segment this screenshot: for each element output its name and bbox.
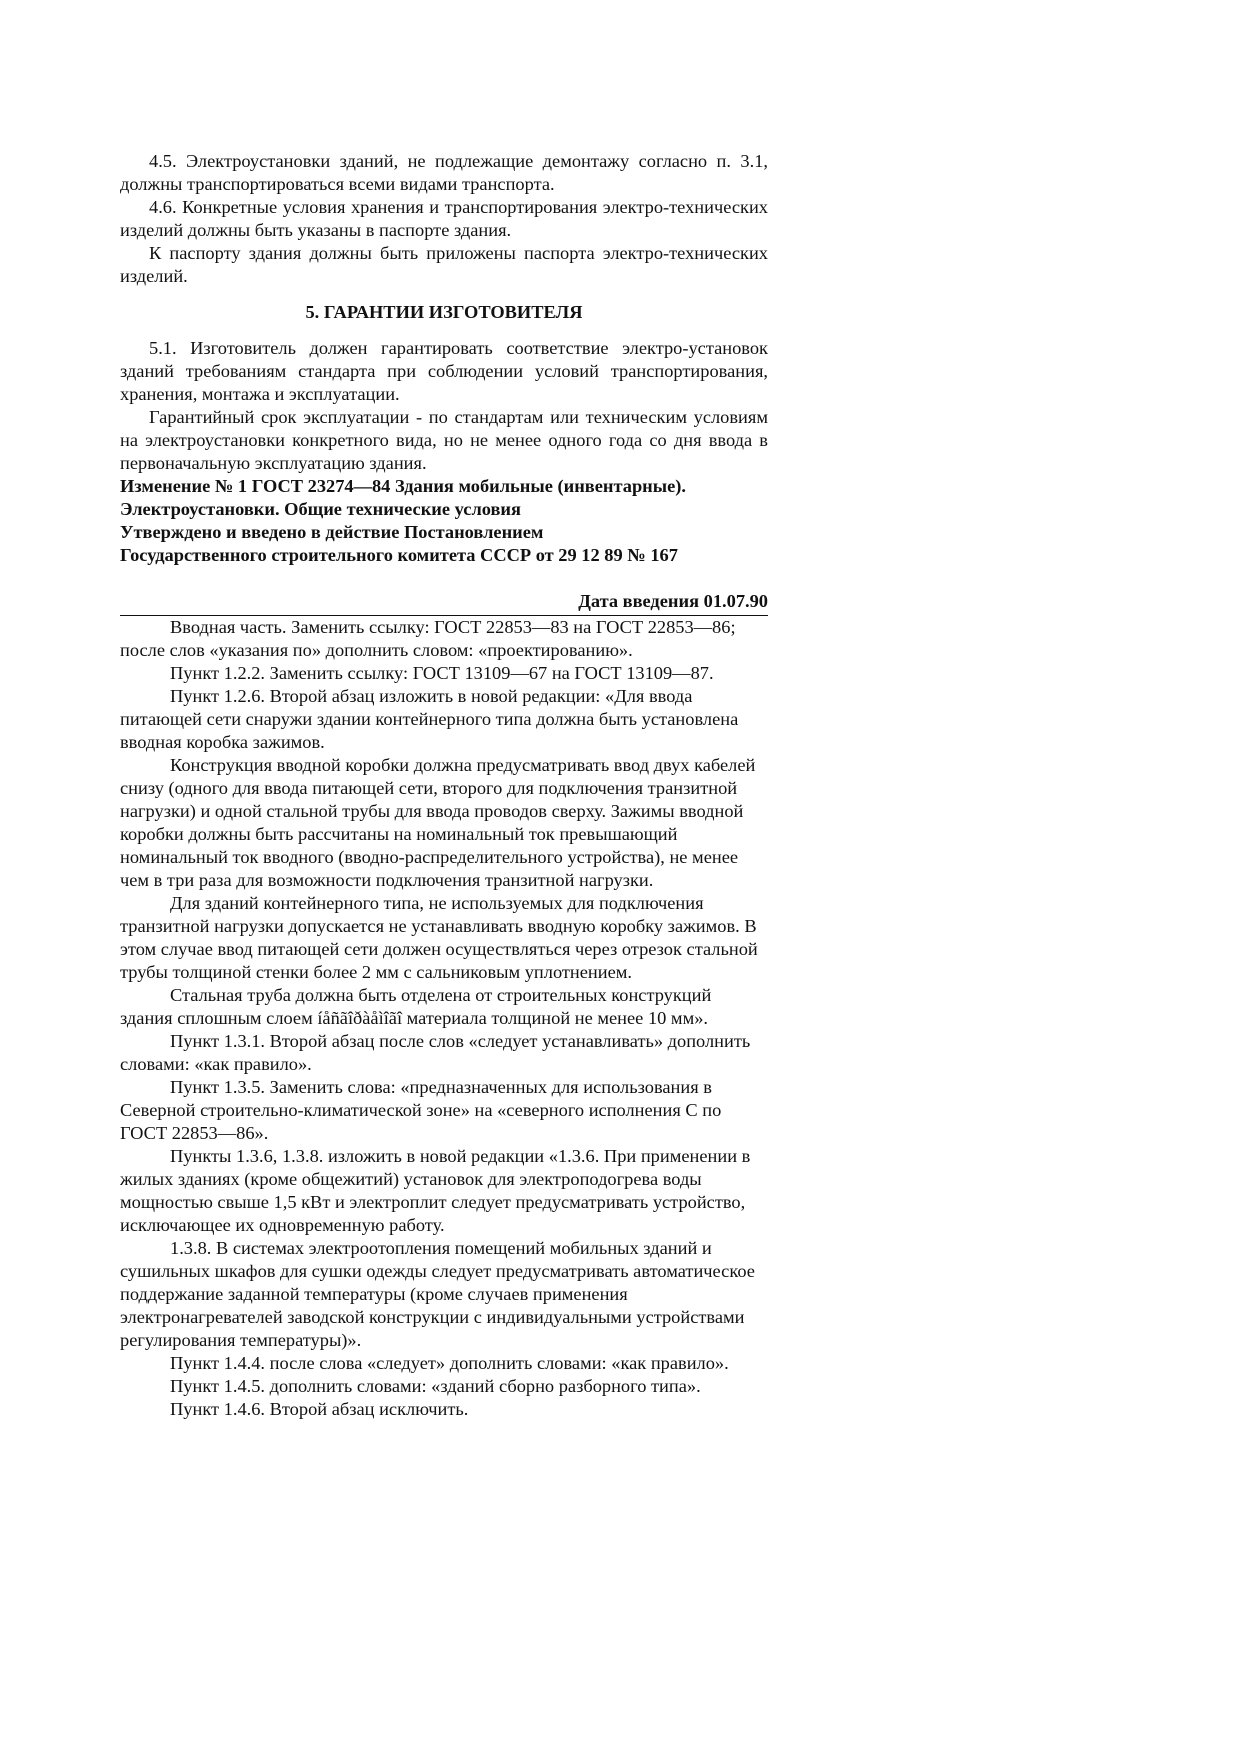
amendment-paragraph: Пункт 1.3.5. Заменить слова: «предназначенных для использования в Северной строительно-климатической зоне» на «северного исполнения С по ГОСТ 22853—86».	[120, 1077, 722, 1143]
effective-date: Дата введения 01.07.90	[120, 590, 768, 616]
document-page	[120, 150, 768, 1421]
paragraph-warranty-term: Гарантийный срок эксплуатации - по стандартам или техническим условиям на электроустановки конкретного вида, но не менее одного года со дня ввода в первоначальную эксплуатацию здания.	[120, 407, 768, 473]
amendment-approved-line-1: Утверждено и введено в действие Постановлением	[120, 522, 544, 542]
section-4-continuation	[120, 150, 768, 288]
amendment-paragraph: Конструкция вводной коробки должна предусматривать ввод двух кабелей снизу (одного для ввода питающей сети, второго для подключения транзитной нагрузки) и одной стальной трубы для ввода проводов сверху. Зажимы вводной коробки должны быть рассчитаны на номинальный ток превышающий номинальный ток вводного (вводно-распределительного устройства), не менее чем в три раза для возможности подключения транзитной нагрузки.	[120, 755, 756, 890]
amendment-paragraph: Стальная труба должна быть отделена от строительных конструкций здания сплошным слоем íåñãîðàåìîãî материала толщиной не менее 10 мм».	[120, 985, 712, 1028]
amendment-approved-line-2: Государственного строительного комитета СССР от 29 12 89 № 167	[120, 545, 678, 565]
section-5-body	[120, 337, 768, 475]
amendment-paragraph: Вводная часть. Заменить ссылку: ГОСТ 22853—83 на ГОСТ 22853—86; после слов «указания по» дополнить словом: «проектированию».	[120, 617, 736, 660]
header-spacer	[120, 567, 768, 590]
amendment-paragraph: Пункт 1.3.1. Второй абзац после слов «следует устанавливать» дополнить словами: «как правило».	[120, 1031, 751, 1074]
amendment-paragraph: 1.3.8. В системах электроотопления помещений мобильных зданий и сушильных шкафов для сушки одежды следует предусматривать автоматическое поддержание заданной температуры (кроме случаев применения электронагревателей заводской конструкции с индивидуальными устройствами регулирования температуры)».	[120, 1238, 755, 1350]
amendment-paragraph: Пункт 1.4.5. дополнить словами: «зданий сборно разборного типа».	[170, 1376, 701, 1396]
amendment-paragraph: Пункт 1.2.6. Второй абзац изложить в новой редакции: «Для ввода питающей сети снаружи здании контейнерного типа должна быть установлена вводная коробка зажимов.	[120, 686, 739, 752]
amendment-body	[120, 616, 768, 1421]
paragraph-4-5: 4.5. Электроустановки зданий, не подлежащие демонтажу согласно п. 3.1, должны транспортироваться всеми видами транспорта.	[120, 151, 768, 194]
amendment-paragraph: Пункт 1.4.4. после слова «следует» дополнить словами: «как правило».	[170, 1353, 729, 1373]
amendment-paragraph: Пункты 1.3.6, 1.3.8. изложить в новой редакции «1.3.6. При применении в жилых зданиях (кроме общежитий) установок для электроподогрева воды мощностью свыше 1,5 кВт и электроплит следует предусматривать устройство, исключающее их одновременную работу.	[120, 1146, 751, 1235]
amendment-paragraph: Пункт 1.4.6. Второй абзац исключить.	[170, 1399, 469, 1419]
amendment-paragraph: Пункт 1.2.2. Заменить ссылку: ГОСТ 13109—67 на ГОСТ 13109—87.	[170, 663, 714, 683]
amendment-title-line-2: Электроустановки. Общие технические условия	[120, 499, 521, 519]
paragraph-4-6: 4.6. Конкретные условия хранения и транспортирования электро-технических изделий должны быть указаны в паспорте здания.	[120, 197, 768, 240]
amendment-title-line-1: Изменение № 1 ГОСТ 23274—84 Здания мобильные (инвентарные).	[120, 476, 687, 496]
amendment-paragraph: Для зданий контейнерного типа, не используемых для подключения транзитной нагрузки допускается не устанавливать вводную коробку зажимов. В этом случае ввод питающей сети должен осуществляться через отрезок стальной трубы толщиной стенки более 2 мм с сальниковым уплотнением.	[120, 893, 758, 982]
amendment-header	[120, 475, 768, 590]
paragraph-5-1: 5.1. Изготовитель должен гарантировать соответствие электро-установок зданий требованиям стандарта при соблюдении условий транспортирования, хранения, монтажа и эксплуатации.	[120, 338, 768, 404]
paragraph-passport: К паспорту здания должны быть приложены паспорта электро-технических изделий.	[120, 243, 768, 286]
section-5-heading: 5. ГАРАНТИИ ИЗГОТОВИТЕЛЯ	[305, 302, 583, 322]
